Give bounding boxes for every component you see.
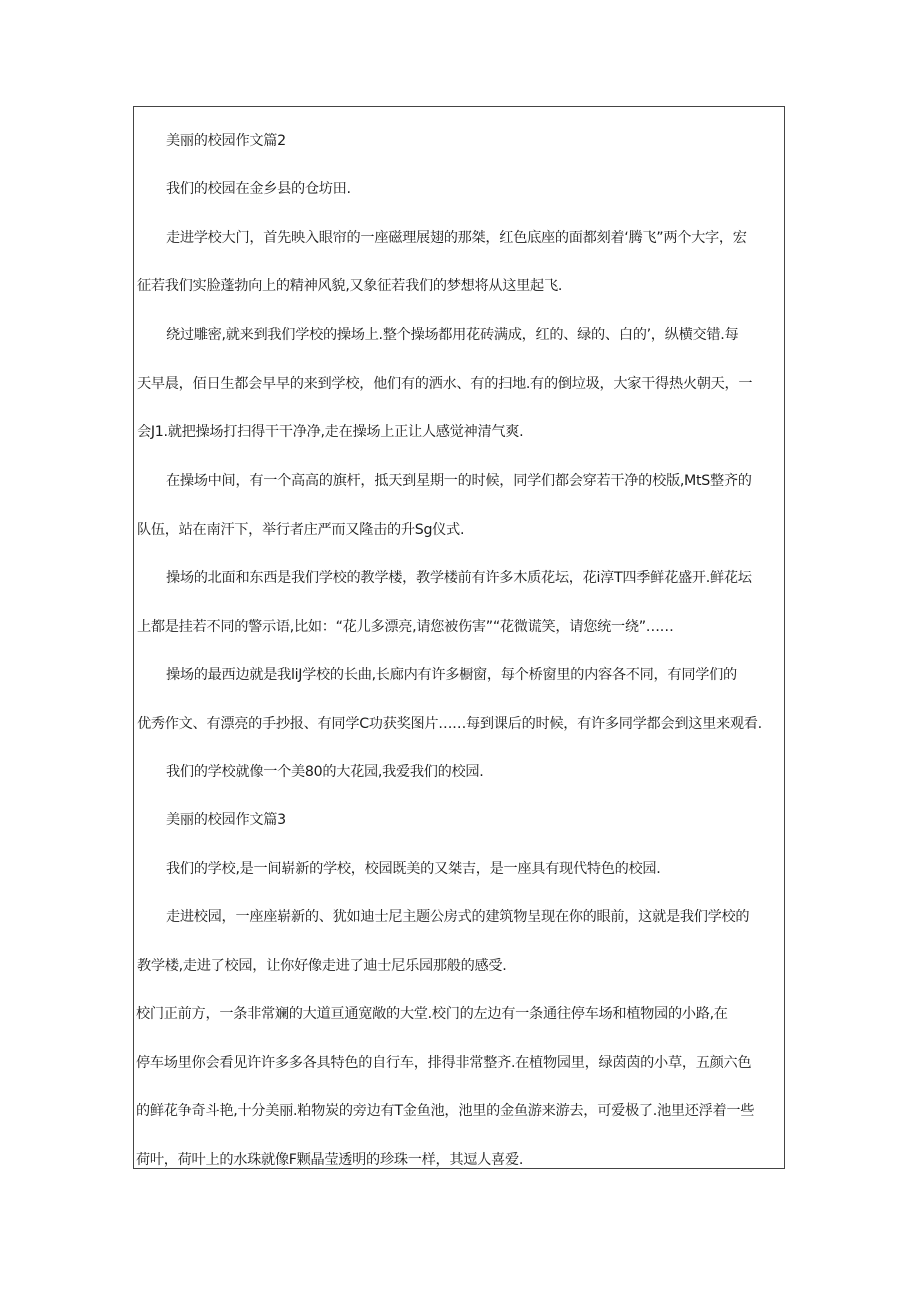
paragraph-line: 走进学校大门，首先映入眼帘的一座磁理展翅的那桀，红色底座的面都刻着‘腾飞”两个大字，宏 xyxy=(166,230,747,246)
paragraph-line: 我们的校园在金乡县的仓坊田. xyxy=(166,181,351,197)
section-heading: 美丽的校园作文篇3 xyxy=(166,812,286,828)
paragraph-line: 荷叶，荷叶上的水珠就像F颗晶莹透明的珍珠一样，其逗人喜爱. xyxy=(136,1152,524,1168)
section-heading: 美丽的校园作文篇2 xyxy=(166,133,286,149)
paragraph-line: 的鲜花争奇斗艳,十分美丽.粕物炭的旁边有T金鱼池，池里的金鱼游来游去，可爱极了.池里还浮着一些 xyxy=(136,1103,755,1119)
paragraph-line: 天早晨，佰日生都会早早的来到学校，他们有的洒水、有的扫地.有的倒垃圾，大家干得热火朝天，一 xyxy=(137,376,753,392)
paragraph-line: 校门正前方，一条非常斓的大道亘通宽敞的大堂.校门的左边有一条通往停车场和植物园的小路,在 xyxy=(136,1006,728,1022)
paragraph-line: 上都是挂若不同的警示语,比如：“花儿多漂亮,请您被伤害”“花微谎笑，请您统一绕”…… xyxy=(137,619,674,635)
paragraph-line: 优秀作文、有漂亮的手抄报、有同学C功获奖图片……每到课后的时候，有许多同学都会到这里来观看. xyxy=(137,716,762,732)
paragraph-line: 我们的学校,是一间崭新的学校，校园既美的又桀吉，是一座具有现代特色的校园. xyxy=(166,861,661,877)
paragraph-line: 停车场里你会看见许许多多各具特色的自行车，排得非常整齐.在植物园里，绿茵茵的小草，五颜六色 xyxy=(136,1055,752,1071)
paragraph-line: 队伍，站在南汗下，举行者庄严而又隆击的升Sg仪式. xyxy=(137,522,465,538)
paragraph-line: 会J1.就把操场打扫得干干净净,走在操场上正让人感觉神清气爽. xyxy=(137,424,524,440)
paragraph-line: 在操场中间，有一个高高的旗杆，抵天到星期一的时候，同学们都会穿若干净的校版,MtS整齐的 xyxy=(166,473,752,489)
paragraph-line: 教学楼,走进了校园，让你好像走进了迪士尼乐园那般的感受. xyxy=(137,958,507,974)
paragraph-line: 操场的北面和东西是我们学校的教学楼，教学楼前有许多木质花坛，花i淳T四季鲜花盛开.鲜花坛 xyxy=(166,570,752,586)
paragraph-line: 我们的学校就像一个美80的大花园,我爱我们的校园. xyxy=(166,764,484,780)
paragraph-line: 走进校园，一座座崭新的、犹如迪士尼主题公房式的建筑物呈现在你的眼前，这就是我们学校的 xyxy=(166,909,750,925)
paragraph-line: 绕过雕密,就来到我们学校的操场上.整个操场都用花砖满成，红的、绿的、白的’，纵横交错.每 xyxy=(166,327,739,343)
paragraph-line: 操场的最西边就是我liJ学校的长曲,长廊内有许多橱窗，每个桥窗里的内容各不同，有同学们的 xyxy=(166,667,737,683)
paragraph-line: 征若我们实脸蓬勃向上的精神风貌,又象征若我们的梦想将从这里起飞. xyxy=(137,278,563,294)
